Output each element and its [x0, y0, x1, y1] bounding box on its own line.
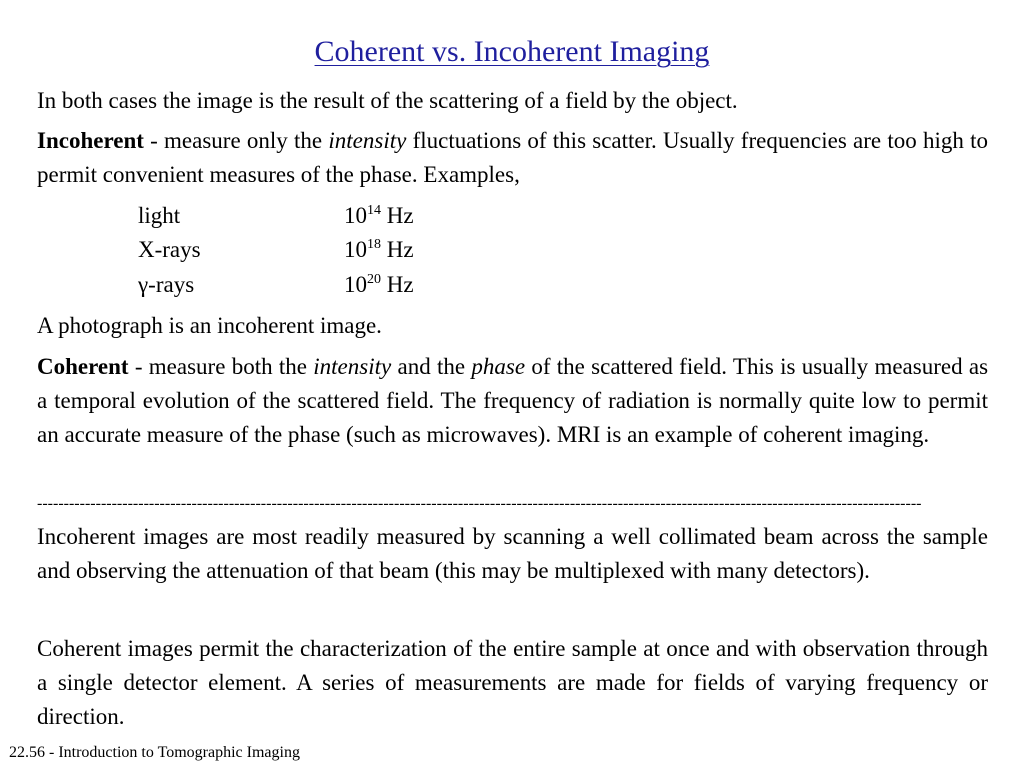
example-frequency: $10^{18}$ Hz	[344, 237, 414, 262]
example-row-xrays	[138, 233, 414, 267]
footer-course-label: 22.56 - Introduction to Tomographic Imaging	[9, 744, 300, 761]
coherent-text-a: - measure both the	[128, 354, 314, 379]
coherent-text-c: of the scattered field. This is usually measured as a temporal evolution of the scattered field. The frequency of radiation is normally quite low to permit an accurate measure of the phase (such as microwaves). MRI is an example of coherent imaging.	[37, 354, 989, 447]
example-frequency: $10^{20}$ Hz	[344, 272, 414, 297]
photograph-paragraph: A photograph is an incoherent image.	[37, 313, 382, 338]
coherent-paragraph	[37, 350, 988, 452]
coherent-intensity-word: intensity	[313, 354, 392, 379]
example-name: light	[138, 203, 181, 228]
intro-paragraph: In both cases the image is the result of the scattering of a field by the object.	[37, 88, 738, 113]
coherent-characterization-paragraph: Coherent images permit the characterization of the entire sample at once and with observation through a single detector element. A series of measurements are made for fields of varying frequency or direction.	[37, 636, 988, 729]
incoherent-scan-paragraph: Incoherent images are most readily measured by scanning a well collimated beam across the sample and observing the attenuation of that beam (this may be multiplexed with many detectors).	[37, 524, 988, 583]
incoherent-term: Incoherent	[37, 128, 144, 153]
coherent-phase-word: phase	[471, 354, 526, 379]
example-name: γ-rays	[138, 272, 195, 297]
slide-title: Coherent vs. Incoherent Imaging	[314, 35, 710, 68]
example-name: X-rays	[138, 237, 201, 262]
coherent-text-b: and the	[391, 354, 472, 379]
dashed-divider: ----------------------------------------------------------------------------------------------------------------------------------------------------------------------	[37, 495, 922, 512]
example-row-gamma-rays	[138, 268, 414, 302]
incoherent-paragraph	[37, 124, 988, 192]
example-row-light	[138, 199, 414, 233]
example-frequency: $10^{14}$ Hz	[344, 203, 414, 228]
coherent-term: Coherent	[37, 354, 129, 379]
incoherent-text-b: fluctuations of this scatter. Usually frequencies are too high to permit convenient measures of the phase. Examples,	[37, 128, 988, 187]
incoherent-text-a: - measure only the	[143, 128, 329, 153]
incoherent-intensity-word: intensity	[328, 128, 407, 153]
